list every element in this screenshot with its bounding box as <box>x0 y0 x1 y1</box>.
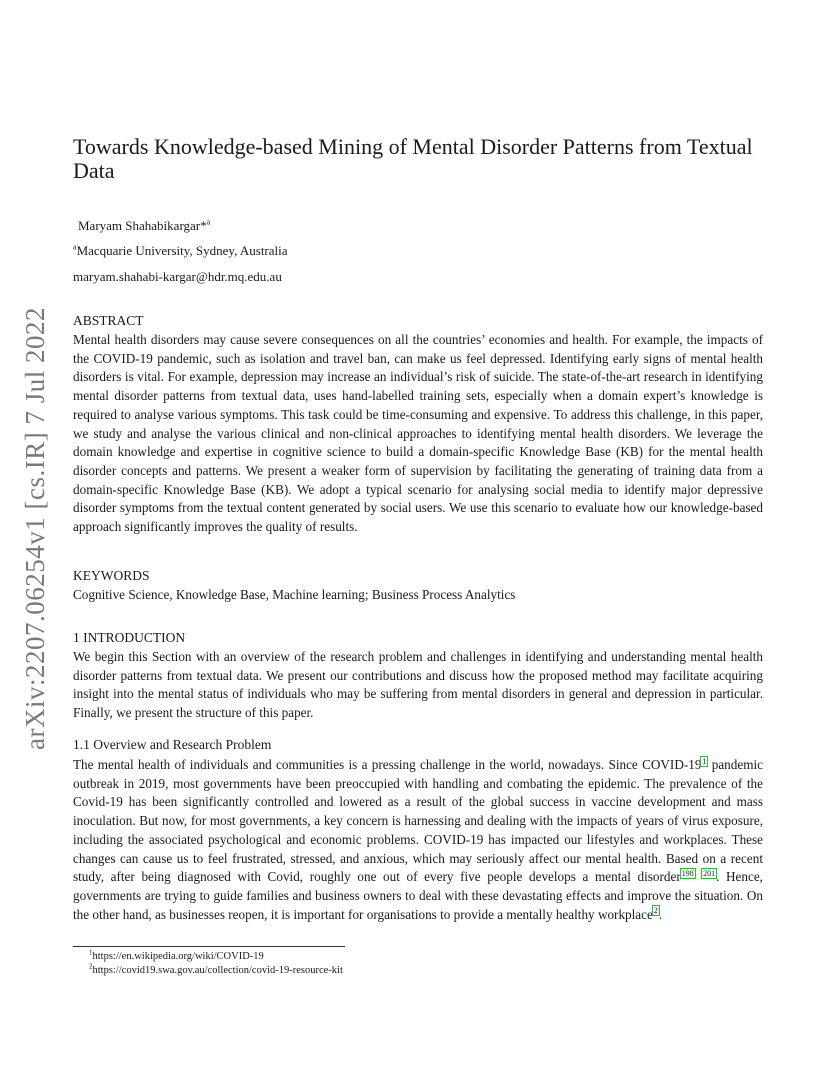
overview-text <box>73 756 763 924</box>
abstract-text: Mental health disorders may cause severe consequences on all the countries’ economies and health. For example, the impacts of the COVID-19 pandemic, such as isolation and travel ban, can make us feel depressed. Identifying early signs of mental health disorders is vital. For example, depression may increase an individual’s risk of suicide. The state-of-the-art research in identifying mental disorder patterns from textual data, uses hand-labelled training sets, especially when a domain expert’s knowledge is required to analyse various symptoms. This task could be time-consuming and expensive. To address this challenge, in this paper, we study and analyse the various clinical and non-clinical approaches to identifying mental health disorders. We leverage the domain knowledge and expertise in cognitive science to build a domain-specific Knowledge Base (KB) for the mental health disorder concepts and patterns. We present a weaker form of supervision by facilitating the generating of training data from a domain-specific Knowledge Base (KB). We adopt a typical scenario for analysing social media to identify major depressive disorder symptoms from the textual content generated by social users. We use this scenario to evaluate how our knowledge-based approach significantly improves the quality of results. <box>73 332 763 535</box>
footnote-divider <box>73 946 345 947</box>
author-email[interactable]: maryam.shahabi-kargar@hdr.mq.edu.au <box>73 269 282 284</box>
keywords-text: Cognitive Science, Knowledge Base, Machine learning; Business Process Analytics <box>73 587 516 602</box>
paper-title: Towards Knowledge-based Mining of Mental Disorder Patterns from Textual Data <box>73 134 753 183</box>
footnote-1-url[interactable]: https://en.wikipedia.org/wiki/COVID-19 <box>92 951 264 962</box>
citation-198-link[interactable]: 198 <box>681 868 694 878</box>
author-name <box>78 218 210 234</box>
footnote-2[interactable] <box>89 962 343 976</box>
footnote-2-mark: 2 <box>89 962 93 971</box>
affiliation-text: Macquarie University, Sydney, Australia <box>76 243 288 258</box>
author-affiliation-mark: a <box>206 217 211 227</box>
overview-heading: 1.1 Overview and Research Problem <box>73 737 272 752</box>
keywords-heading: KEYWORDS <box>73 568 150 583</box>
citation-separator: , <box>694 868 703 878</box>
introduction-text: We begin this Section with an overview of the research problem and challenges in identifying and understanding mental health disorder patterns from textual data. We present our contributions and discuss how the proposed method may facilitate acquiring insight into the mental status of individuals who may be suffering from mental disorders in general and depression in particular. Finally, we present the structure of this paper. <box>73 649 763 721</box>
introduction-heading: 1 INTRODUCTION <box>73 630 186 645</box>
arxiv-identifier: arXiv:2207.06254v1 [cs.IR] 7 Jul 2022 <box>20 307 50 750</box>
footnote-2-link[interactable]: 2 <box>653 906 658 916</box>
author-name-text: Maryam Shahabikargar* <box>78 218 207 233</box>
abstract-heading: ABSTRACT <box>73 313 144 328</box>
overview-text-part-d: . <box>658 906 663 922</box>
overview-text-part-b: pandemic outbreak in 2019, most governments have been preoccupied with handling and combating the epidemic. The prevalence of the Covid-19 has been significantly controlled and lowered as a result of the global success in vaccine development and mass inoculation. But now, for most governments, a key concern is harnessing and dealing with the impacts of years of virus exposure, including the associated psychological and economic problems. COVID-19 has impacted our lifestyles and workplaces. These changes can cause us to feel frustrated, stressed, and anxious, which may seriously affect our mental health. Based on a recent study, after being diagnosed with Covid, roughly one out of every five people develops a mental disorder <box>73 757 764 885</box>
footnote-1[interactable] <box>89 948 264 962</box>
citation-201-link[interactable]: 201 <box>703 868 716 878</box>
affiliation-mark: a <box>73 242 77 252</box>
overview-text-part-c: . Hence, governments are trying to guide families and business owners to deal with these devastating effects and improve the situation. On the other hand, as businesses reopen, it is important for organisations to provide a mentally healthy workplace <box>73 869 763 922</box>
overview-text-part-a: The mental health of individuals and communities is a pressing challenge in the world, nowadays. Since COVID-19 <box>73 757 702 772</box>
footnote-1-mark: 1 <box>89 948 93 957</box>
affiliation <box>73 243 288 259</box>
footnote-2-url[interactable]: https://covid19.swa.gov.au/collection/covid-19-resource-kit <box>92 965 343 976</box>
footnote-1-link[interactable]: 1 <box>702 756 707 766</box>
